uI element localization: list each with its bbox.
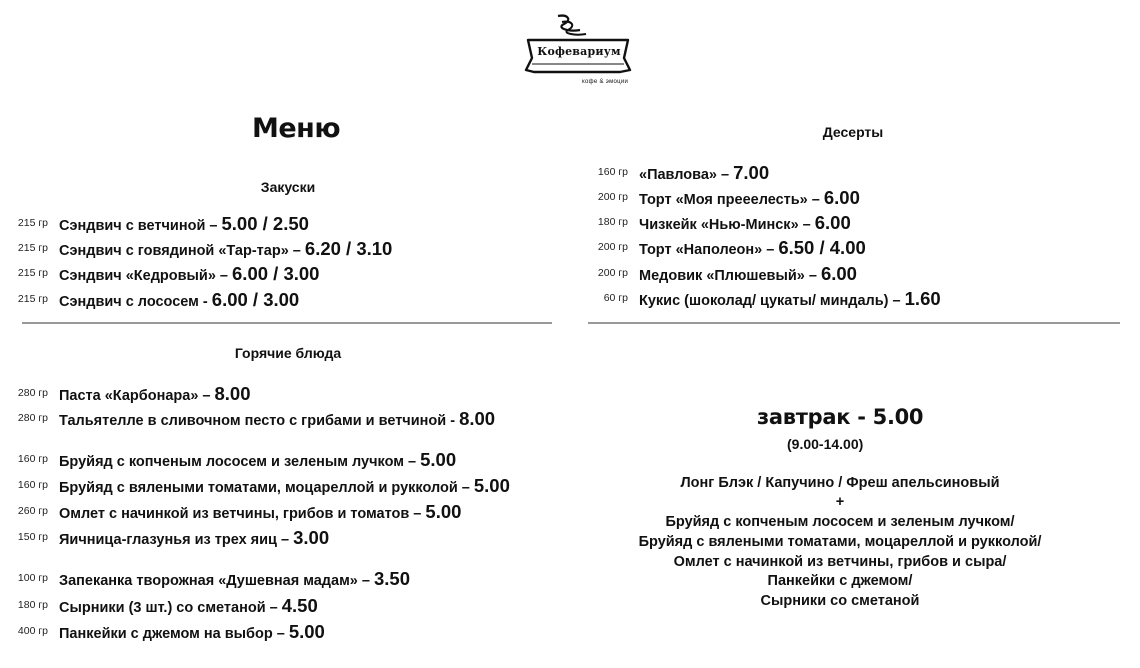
item-name: Сырники (3 шт.) со сметаной – — [59, 600, 282, 616]
menu-title: Меню — [252, 113, 341, 144]
item-weight: 280 гр — [17, 412, 48, 424]
item-name: Торт «Моя прееелесть» – — [639, 192, 824, 208]
hot-item — [0, 408, 495, 430]
right-divider — [588, 322, 1120, 324]
breakfast-line: Бруйяд с копченым лососем и зеленым лучком/ — [665, 514, 1015, 530]
item-price: 3.00 — [293, 527, 330, 548]
breakfast-hours: (9.00-14.00) — [787, 436, 864, 452]
item-price: 6.50 / 4.00 — [778, 237, 866, 258]
item-name: Медовик «Плюшевый» – — [639, 268, 821, 284]
item-price: 5.00 — [425, 501, 462, 522]
hot-item — [0, 595, 318, 617]
hot-item — [0, 568, 410, 590]
item-weight: 215 гр — [17, 242, 48, 254]
item-weight: 60 гр — [603, 292, 628, 304]
cafe-logo — [524, 12, 634, 85]
hot-item — [0, 501, 461, 523]
hot-item — [0, 621, 325, 643]
item-name: Бруйяд с вялеными томатами, моцареллой и рукколой – — [59, 480, 474, 496]
item-weight: 215 гр — [17, 293, 48, 305]
dessert-item — [580, 212, 851, 234]
dessert-item — [580, 288, 941, 310]
snack-item — [0, 213, 309, 235]
breakfast-line: Лонг Блэк / Капучино / Фреш апельсиновый — [680, 475, 1000, 491]
item-weight: 200 гр — [597, 267, 628, 279]
item-name: Омлет с начинкой из ветчины, грибов и томатов – — [59, 506, 426, 522]
breakfast-line: + — [835, 494, 845, 510]
item-price: 6.20 / 3.10 — [304, 238, 393, 259]
item-price: 5.00 — [420, 449, 457, 470]
item-price: 6.00 — [823, 187, 860, 208]
hot-item — [0, 475, 510, 497]
breakfast-line: Сырники со сметаной — [760, 593, 920, 609]
snacks-title: Закуски — [260, 179, 316, 195]
hot-dishes-title: Горячие блюда — [234, 345, 342, 361]
item-weight: 180 гр — [597, 216, 628, 228]
item-name: Тальятелле в сливочном песто с грибами и ветчиной - — [59, 413, 460, 429]
item-price: 6.00 — [814, 212, 851, 233]
breakfast-line: Омлет с начинкой из ветчины, грибов и сыра/ — [673, 554, 1007, 570]
item-weight: 200 гр — [597, 241, 628, 253]
item-name: Запеканка творожная «Душевная мадам» – — [59, 573, 374, 589]
dessert-item — [580, 187, 860, 209]
item-name: Сэндвич «Кедровый» – — [59, 268, 233, 284]
item-price: 5.00 / 2.50 — [221, 213, 309, 234]
item-name: Панкейки с джемом на выбор – — [59, 626, 289, 642]
item-name: Торт «Наполеон» – — [639, 242, 779, 258]
item-weight: 215 гр — [17, 267, 48, 279]
item-price: 5.00 — [288, 621, 325, 642]
item-weight: 215 гр — [17, 217, 48, 229]
item-name: Сэндвич с лососем - — [59, 294, 212, 310]
item-name: Сэндвич с ветчиной – — [59, 218, 222, 234]
item-weight: 150 гр — [17, 531, 48, 543]
item-weight: 260 гр — [17, 505, 48, 517]
item-price: 6.00 — [820, 263, 857, 284]
item-weight: 180 гр — [17, 599, 48, 611]
item-price: 3.50 — [374, 568, 411, 589]
item-price: 4.50 — [281, 595, 318, 616]
item-price: 1.60 — [904, 288, 941, 309]
item-price: 6.00 / 3.00 — [211, 289, 300, 310]
item-weight: 160 гр — [597, 166, 628, 178]
dessert-item — [580, 237, 866, 259]
item-weight: 160 гр — [17, 453, 48, 465]
dessert-item — [580, 263, 857, 285]
item-name: Яичница-глазунья из трех яиц – — [59, 532, 294, 548]
item-name: Кукис (шоколад/ цукаты/ миндаль) – — [639, 293, 905, 309]
item-weight: 400 гр — [17, 625, 48, 637]
item-weight: 160 гр — [17, 479, 48, 491]
snack-item — [0, 289, 299, 311]
hot-item — [0, 449, 456, 471]
item-name: «Павлова» – — [639, 167, 734, 183]
item-weight: 200 гр — [597, 191, 628, 203]
item-name: Паста «Карбонара» – — [59, 388, 215, 404]
logo-name: Кофевариум — [537, 45, 621, 58]
item-price: 5.00 — [473, 475, 510, 496]
snack-item — [0, 263, 319, 285]
breakfast-line: Панкейки с джемом/ — [767, 573, 913, 589]
snack-item — [0, 238, 392, 260]
dessert-item — [580, 162, 769, 184]
hot-item — [0, 527, 329, 549]
left-divider — [22, 322, 552, 324]
item-weight: 280 гр — [17, 387, 48, 399]
item-price: 8.00 — [459, 408, 496, 429]
item-name: Чизкейк «Нью-Минск» – — [639, 217, 815, 233]
hot-item — [0, 383, 251, 405]
desserts-title: Десерты — [822, 124, 884, 140]
breakfast-title: завтрак - 5.00 — [757, 405, 924, 429]
item-name: Бруйяд с копченым лососем и зеленым лучком – — [59, 454, 421, 470]
item-name: Сэндвич с говядиной «Тар-тар» – — [59, 243, 305, 259]
item-weight: 100 гр — [17, 572, 48, 584]
logo-tagline: кофе & эмоции — [582, 79, 629, 85]
breakfast-line: Бруйяд с вялеными томатами, моцареллой и рукколой/ — [638, 534, 1042, 550]
item-price: 7.00 — [733, 162, 770, 183]
item-price: 8.00 — [214, 383, 251, 404]
item-price: 6.00 / 3.00 — [232, 263, 320, 284]
